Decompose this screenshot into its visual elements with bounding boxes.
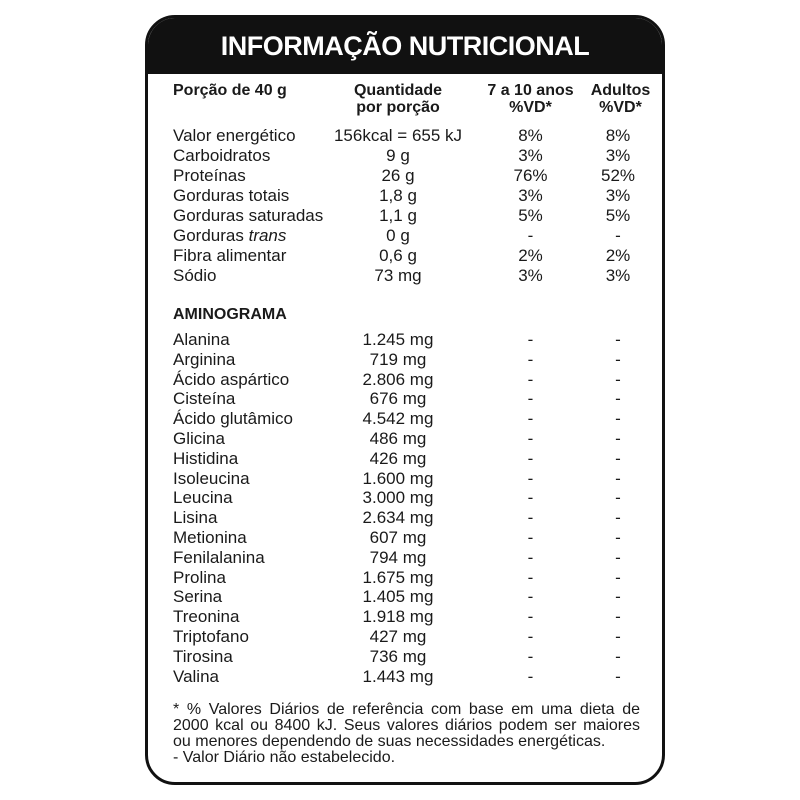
table-row bbox=[148, 389, 662, 409]
row-name: Leucina bbox=[173, 488, 233, 508]
row-name: Fibra alimentar bbox=[173, 246, 287, 265]
row-name: Gorduras totais bbox=[173, 186, 290, 205]
row-quantity: 1.245 mg bbox=[362, 330, 434, 349]
qty-header-line2: por porção bbox=[356, 99, 440, 116]
row-vd-kids: 2% bbox=[518, 246, 543, 265]
row-quantity: 1.405 mg bbox=[362, 587, 434, 607]
row-vd-adults: - bbox=[615, 627, 621, 646]
row-quantity: 73 mg bbox=[374, 266, 422, 285]
row-name: Arginina bbox=[173, 349, 236, 369]
table-row bbox=[148, 647, 662, 667]
row-vd-kids: - bbox=[527, 389, 534, 409]
row-vd-adults: - bbox=[615, 226, 621, 245]
table-row bbox=[148, 350, 662, 370]
row-name: Valor energético bbox=[173, 126, 296, 145]
vd-kids-header-line2: %VD* bbox=[509, 99, 552, 116]
table-row bbox=[148, 126, 662, 146]
row-name: Triptofano bbox=[173, 627, 249, 646]
row-vd-adults: 8% bbox=[605, 126, 631, 145]
row-name: Ácido aspártico bbox=[173, 369, 290, 389]
row-quantity: 2.634 mg bbox=[362, 508, 434, 528]
row-name: Tirosina bbox=[173, 646, 233, 666]
row-vd-adults: - bbox=[615, 587, 621, 607]
row-vd-adults: - bbox=[615, 567, 621, 587]
row-vd-kids: - bbox=[527, 587, 534, 607]
row-vd-kids: - bbox=[527, 567, 534, 587]
row-vd-kids: - bbox=[527, 448, 534, 468]
footnote-vd: * % Valores Diários de referência com base em uma dieta de 2000 kcal ou 8400 kJ. Seus valores diários podem ser maiores ou menores dependendo de suas necessidades energéticas. bbox=[173, 701, 640, 750]
table-row bbox=[148, 607, 662, 627]
row-name: Histidina bbox=[173, 448, 239, 468]
row-quantity: 9 g bbox=[386, 146, 410, 165]
row-quantity: 3.000 mg bbox=[362, 488, 434, 508]
row-quantity: 427 mg bbox=[369, 627, 427, 646]
row-name: Sódio bbox=[173, 266, 217, 285]
table-row bbox=[148, 488, 662, 508]
row-name: Gorduras trans bbox=[173, 226, 287, 245]
row-vd-kids: - bbox=[527, 646, 534, 666]
row-vd-kids: - bbox=[527, 409, 534, 429]
row-quantity: 1,8 g bbox=[379, 186, 417, 205]
row-vd-adults: 5% bbox=[605, 206, 631, 225]
aminogram-title: AMINOGRAMA bbox=[173, 306, 287, 323]
row-vd-adults: 3% bbox=[605, 186, 631, 205]
row-quantity: 676 mg bbox=[369, 389, 427, 409]
table-row bbox=[148, 226, 662, 246]
row-vd-kids: - bbox=[527, 547, 534, 567]
row-quantity: 4.542 mg bbox=[362, 409, 434, 429]
row-vd-adults: - bbox=[615, 330, 621, 349]
vd-adults-header bbox=[578, 82, 663, 116]
row-vd-kids: 76% bbox=[513, 166, 548, 185]
row-quantity: 607 mg bbox=[369, 528, 427, 547]
row-quantity: 156kcal = 655 kJ bbox=[333, 126, 463, 145]
row-name: Fenilalanina bbox=[173, 547, 265, 567]
row-name: Ácido glutâmico bbox=[173, 409, 294, 429]
portion-label: Porção de 40 g bbox=[173, 82, 287, 99]
row-vd-adults: - bbox=[615, 547, 621, 567]
table-row bbox=[148, 266, 662, 286]
row-quantity: 486 mg bbox=[369, 429, 427, 448]
row-vd-adults: 2% bbox=[605, 246, 631, 265]
row-name: Carboidratos bbox=[173, 146, 271, 165]
row-quantity: 426 mg bbox=[369, 448, 427, 468]
nutrition-facts-panel bbox=[145, 15, 665, 785]
row-name: Treonina bbox=[173, 607, 240, 627]
table-row bbox=[148, 667, 662, 687]
table-row bbox=[148, 587, 662, 607]
row-vd-kids: 3% bbox=[518, 146, 543, 165]
row-name: Isoleucina bbox=[173, 468, 250, 488]
row-vd-adults: - bbox=[615, 468, 621, 488]
row-vd-kids: 3% bbox=[518, 186, 543, 205]
row-vd-adults: 52% bbox=[600, 166, 636, 185]
row-name: Metionina bbox=[173, 528, 247, 547]
row-vd-adults: - bbox=[615, 646, 621, 666]
row-name: Lisina bbox=[173, 508, 218, 528]
row-quantity: 1,1 g bbox=[379, 206, 417, 225]
footnote bbox=[173, 702, 640, 766]
vd-kids-header bbox=[478, 82, 583, 116]
qty-header bbox=[333, 82, 463, 116]
table-row bbox=[148, 449, 662, 469]
row-vd-kids: 3% bbox=[518, 266, 543, 285]
row-vd-kids: 5% bbox=[518, 206, 543, 225]
row-vd-adults: - bbox=[615, 528, 621, 547]
row-name: Gorduras saturadas bbox=[173, 206, 324, 225]
row-quantity: 1.443 mg bbox=[362, 666, 434, 686]
row-vd-adults: 3% bbox=[605, 266, 631, 285]
table-row bbox=[148, 429, 662, 449]
table-row bbox=[148, 206, 662, 226]
row-vd-adults: - bbox=[615, 508, 621, 528]
row-vd-adults: - bbox=[615, 607, 621, 627]
row-vd-kids: 8% bbox=[518, 126, 543, 145]
table-row bbox=[148, 469, 662, 489]
table-row bbox=[148, 166, 662, 186]
row-quantity: 0,6 g bbox=[379, 246, 417, 265]
row-vd-adults: - bbox=[615, 488, 621, 508]
row-quantity: 2.806 mg bbox=[362, 369, 434, 389]
row-vd-adults: - bbox=[615, 666, 621, 686]
table-row bbox=[148, 370, 662, 390]
row-name: Cisteína bbox=[173, 389, 236, 409]
row-vd-kids: - bbox=[527, 468, 534, 488]
row-quantity: 794 mg bbox=[369, 547, 427, 567]
row-vd-adults: - bbox=[615, 409, 621, 429]
row-vd-adults: - bbox=[615, 389, 621, 409]
footnote-not-established: - Valor Diário não estabelecido. bbox=[173, 749, 396, 766]
row-name: Prolina bbox=[173, 567, 226, 587]
row-quantity: 0 g bbox=[386, 226, 410, 245]
table-row bbox=[148, 186, 662, 206]
row-quantity: 1.918 mg bbox=[362, 607, 434, 627]
table-row bbox=[148, 548, 662, 568]
table-header bbox=[148, 82, 662, 122]
row-name: Alanina bbox=[173, 330, 230, 349]
row-vd-kids: - bbox=[527, 528, 534, 547]
table-row bbox=[148, 409, 662, 429]
row-vd-adults: - bbox=[615, 349, 621, 369]
row-vd-adults: - bbox=[615, 448, 621, 468]
row-vd-kids: - bbox=[527, 607, 534, 627]
row-vd-kids: - bbox=[527, 429, 534, 448]
table-row bbox=[148, 627, 662, 647]
row-vd-kids: - bbox=[527, 226, 534, 245]
table-row bbox=[148, 330, 662, 350]
row-quantity: 736 mg bbox=[369, 646, 427, 666]
row-name: Glicina bbox=[173, 429, 225, 448]
table-row bbox=[148, 246, 662, 266]
row-name: Proteínas bbox=[173, 166, 246, 185]
row-name: Serina bbox=[173, 587, 223, 607]
row-quantity: 26 g bbox=[381, 166, 415, 185]
vd-adults-header-line2: %VD* bbox=[599, 99, 642, 116]
row-vd-kids: - bbox=[527, 627, 534, 646]
row-name: Valina bbox=[173, 666, 219, 686]
row-vd-kids: - bbox=[527, 666, 534, 686]
row-vd-kids: - bbox=[527, 349, 534, 369]
table-row bbox=[148, 528, 662, 548]
row-vd-kids: - bbox=[527, 488, 534, 508]
nutrition-table bbox=[148, 74, 662, 782]
row-vd-kids: - bbox=[527, 369, 534, 389]
row-vd-adults: 3% bbox=[605, 146, 631, 165]
row-vd-adults: - bbox=[615, 369, 621, 389]
vd-adults-header-line1: Adultos bbox=[590, 82, 651, 99]
row-vd-kids: - bbox=[527, 330, 534, 349]
row-quantity: 1.675 mg bbox=[362, 567, 434, 587]
row-quantity: 1.600 mg bbox=[362, 468, 434, 488]
row-vd-adults: - bbox=[615, 429, 621, 448]
table-row bbox=[148, 146, 662, 166]
row-vd-kids: - bbox=[527, 508, 534, 528]
row-quantity: 719 mg bbox=[369, 349, 427, 369]
table-row bbox=[148, 508, 662, 528]
nutrition-title: INFORMAÇÃO NUTRICIONAL bbox=[148, 18, 662, 74]
qty-header-line1: Quantidade bbox=[353, 82, 442, 99]
vd-kids-header-line1: 7 a 10 anos bbox=[487, 82, 574, 99]
table-row bbox=[148, 568, 662, 588]
